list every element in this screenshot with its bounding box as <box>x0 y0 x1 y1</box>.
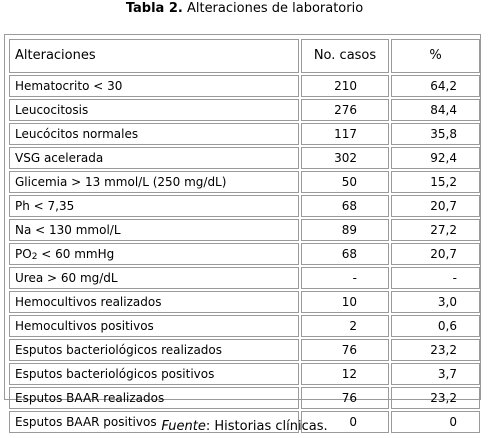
row-percent: 0 <box>391 411 480 433</box>
table-row <box>9 267 480 289</box>
table-row <box>9 75 480 97</box>
row-percent: 92,4 <box>391 147 480 169</box>
row-label: Hemocultivos realizados <box>9 291 299 313</box>
header-percent: % <box>391 39 480 73</box>
table-row <box>9 171 480 193</box>
table-row <box>9 339 480 361</box>
row-percent: 15,2 <box>391 171 480 193</box>
table-caption <box>0 1 489 17</box>
row-cases: 76 <box>301 339 389 361</box>
row-cases: 12 <box>301 363 389 385</box>
row-label: Esputos bacteriológicos positivos <box>9 363 299 385</box>
source-text: : Historias clínicas. <box>205 419 328 434</box>
row-label: Hematocrito < 30 <box>9 75 299 97</box>
table-row <box>9 243 480 265</box>
row-label: Glicemia > 13 mmol/L (250 mg/dL) <box>9 171 299 193</box>
row-percent: 3,7 <box>391 363 480 385</box>
row-percent: 0,6 <box>391 315 480 337</box>
row-percent: 23,2 <box>391 387 480 409</box>
row-label-prefix: PO <box>15 247 32 261</box>
row-cases: 68 <box>301 243 389 265</box>
row-cases: 0 <box>301 411 389 433</box>
header-row <box>9 39 480 73</box>
row-cases: 68 <box>301 195 389 217</box>
row-cases: 50 <box>301 171 389 193</box>
row-percent: 20,7 <box>391 195 480 217</box>
row-cases: - <box>301 267 389 289</box>
table-row <box>9 123 480 145</box>
row-cases: 302 <box>301 147 389 169</box>
caption-text: Alteraciones de laboratorio <box>182 1 364 16</box>
row-cases: 76 <box>301 387 389 409</box>
row-label: Esputos bacteriológicos realizados <box>9 339 299 361</box>
row-label: Esputos BAAR positivos <box>9 411 299 433</box>
row-cases: 210 <box>301 75 389 97</box>
row-cases: 10 <box>301 291 389 313</box>
caption-label: Tabla 2. <box>125 1 183 16</box>
row-cases: 117 <box>301 123 389 145</box>
lab-alterations-table <box>7 37 482 435</box>
row-label <box>9 243 299 265</box>
header-alteraciones: Alteraciones <box>9 39 299 73</box>
row-label: Leucócitos normales <box>9 123 299 145</box>
row-cases: 89 <box>301 219 389 241</box>
row-percent: 20,7 <box>391 243 480 265</box>
row-label: Hemocultivos positivos <box>9 315 299 337</box>
header-no-casos: No. casos <box>301 39 389 73</box>
table-row <box>9 315 480 337</box>
table-source-note <box>0 419 489 435</box>
row-cases: 276 <box>301 99 389 121</box>
row-percent: 3,0 <box>391 291 480 313</box>
row-label-suffix: < 60 mmHg <box>37 247 115 261</box>
row-label: Ph < 7,35 <box>9 195 299 217</box>
table-row <box>9 147 480 169</box>
table-row <box>9 219 480 241</box>
table-row <box>9 387 480 409</box>
row-label: Esputos BAAR realizados <box>9 387 299 409</box>
row-label: Urea > 60 mg/dL <box>9 267 299 289</box>
table-row <box>9 363 480 385</box>
row-percent: 23,2 <box>391 339 480 361</box>
row-percent: 64,2 <box>391 75 480 97</box>
table-row <box>9 195 480 217</box>
row-label: VSG acelerada <box>9 147 299 169</box>
row-cases: 2 <box>301 315 389 337</box>
row-percent: 27,2 <box>391 219 480 241</box>
row-label: Na < 130 mmol/L <box>9 219 299 241</box>
table-row <box>9 99 480 121</box>
row-label: Leucocitosis <box>9 99 299 121</box>
row-label-subscript: 2 <box>31 252 38 262</box>
row-percent: 35,8 <box>391 123 480 145</box>
row-percent: 84,4 <box>391 99 480 121</box>
source-label: Fuente <box>161 419 206 434</box>
row-percent: - <box>391 267 480 289</box>
table-row <box>9 291 480 313</box>
